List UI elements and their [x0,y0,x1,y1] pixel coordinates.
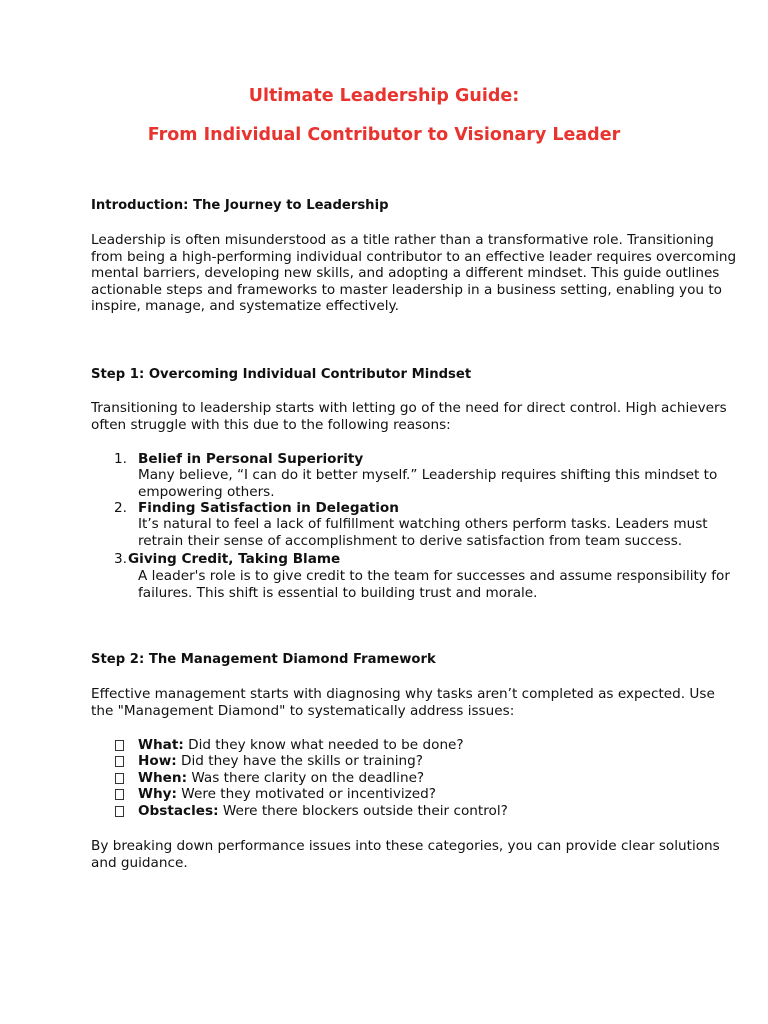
step2-heading: Step 2: The Management Diamond Framework [91,652,436,667]
bullet-text: Were there blockers outside their control? [218,803,508,819]
bullet-label: What: [138,737,184,753]
bullet-label: When: [138,770,188,786]
checkbox-glyph-icon [115,789,124,800]
bullet-text: Were they motivated or incentivized? [176,786,436,802]
checkbox-glyph-icon [115,806,124,817]
step2-closing-paragraph: By breaking down performance issues into these categories, you can provide clear solutions and guidance. [91,838,720,871]
list-number: 3. [114,551,127,567]
list-item-text: Many believe, “I can do it better myself.” Leadership requires shifting this mindset to empowering others. [138,467,718,500]
bullet-label: How: [138,753,177,769]
bullet-text: Did they know what needed to be done? [183,737,464,753]
document-subtitle: From Individual Contributor to Visionary Leader [147,125,621,145]
bullet-text: Did they have the skills or training? [176,753,424,769]
checkbox-glyph-icon [115,740,124,751]
bullet-text: Was there clarity on the deadline? [187,770,425,786]
list-number: 2. [114,500,127,516]
checkbox-glyph-icon [115,773,124,784]
list-item-title: Finding Satisfaction in Delegation [138,500,399,516]
list-number: 1. [114,451,127,467]
step2-paragraph: Effective management starts with diagnosing why tasks aren’t completed as expected. Use the "Management Diamond" to systematically address issues: [91,686,715,719]
intro-paragraph: Leadership is often misunderstood as a title rather than a transformative role. Transitioning from being a high-performing individual contributor to an effective leader requires overcoming mental barriers, developing new skills, and adopting a different mindset. This guide outlines actionable steps and frameworks to master leadership in a business setting, enabling you to inspire, manage, and systematize effectively. [91,232,737,314]
intro-heading: Introduction: The Journey to Leadership [91,198,389,213]
bullet-label: Why: [138,786,177,802]
step1-heading: Step 1: Overcoming Individual Contributor Mindset [91,367,472,382]
list-item-title: Giving Credit, Taking Blame [128,551,341,567]
list-item-text: It’s natural to feel a lack of fulfillment watching others perform tasks. Leaders must retrain their sense of accomplishment to derive satisfaction from team success. [138,516,708,549]
document-title: Ultimate Leadership Guide: [248,86,520,106]
bullet-label: Obstacles: [138,803,219,819]
list-item-text: A leader's role is to give credit to the team for successes and assume responsibility for failures. This shift is essential to building trust and morale. [138,568,730,601]
checkbox-glyph-icon [115,756,124,767]
step1-paragraph: Transitioning to leadership starts with letting go of the need for direct control. High achievers often struggle with this due to the following reasons: [91,400,727,433]
list-item-title: Belief in Personal Superiority [138,451,364,467]
